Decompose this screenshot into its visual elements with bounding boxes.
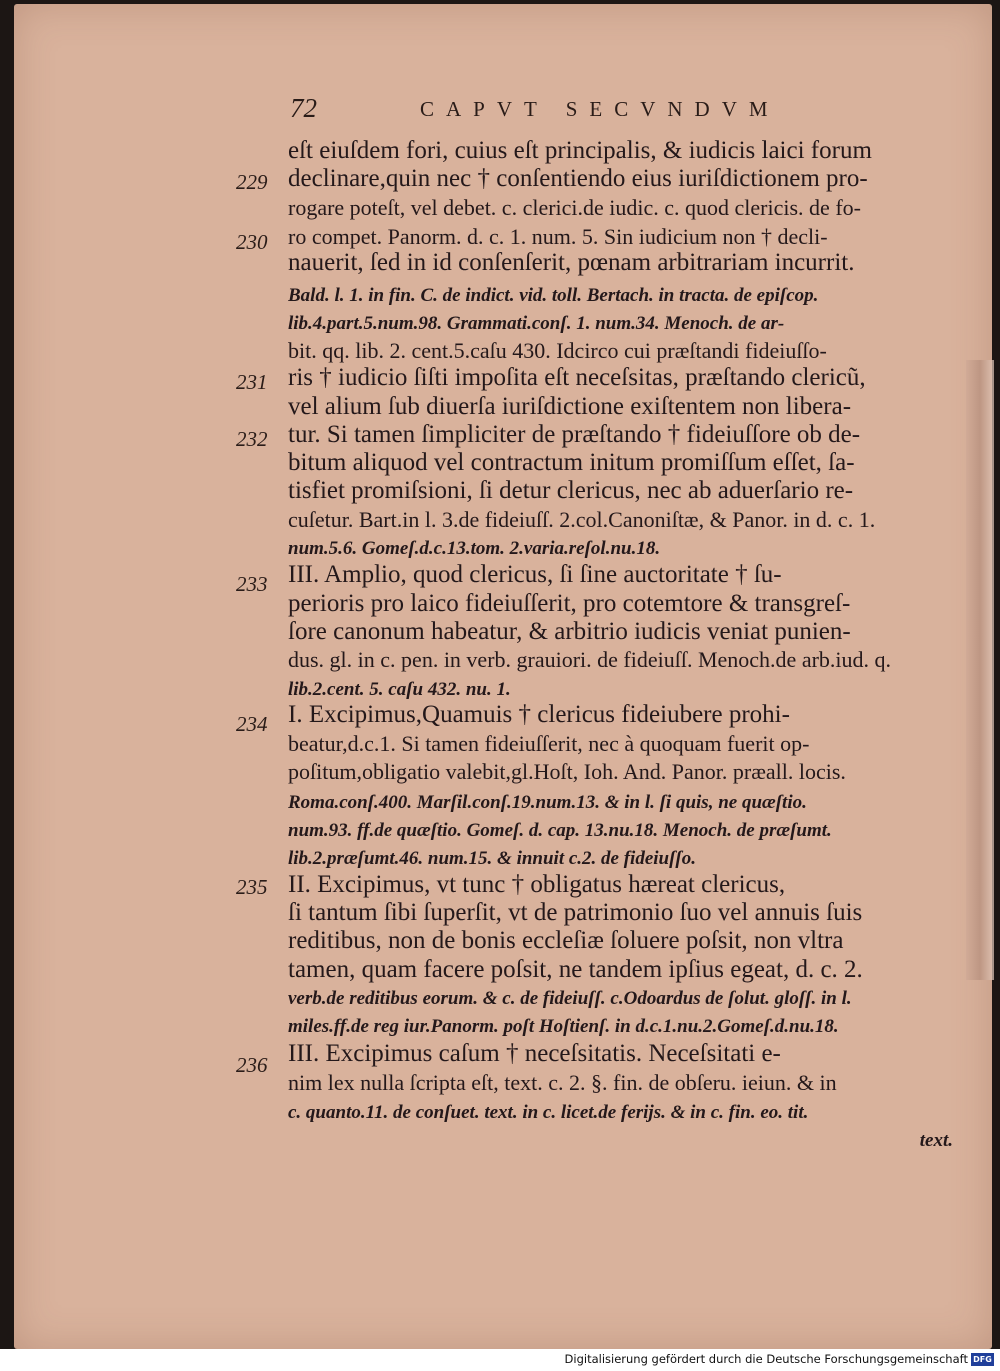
- citation-line: miles.ff.de reg iur.Panorm. poſt Hoſtienſ. in d.c.1.nu.2.Gomeſ.d.nu.18.: [288, 1016, 839, 1037]
- text-line: declinare,quin nec † conſentiendo eius iuriſdictionem pro-: [288, 165, 868, 192]
- margin-number: 235: [236, 875, 268, 899]
- text-line: beatur,d.c.1. Si tamen fideiuſſerit, nec à quoquam fuerit op-: [288, 731, 810, 756]
- text-line: ris † iudicio ſiſti impoſita eſt neceſsitas, præſtando clericũ,: [288, 364, 866, 391]
- text-line: tur. Si tamen ſimpliciter de præſtando † fideiuſſore ob de-: [288, 421, 861, 448]
- citation-line: lib.2.præſumt.46. num.15. & innuit c.2. de fideiuſſo.: [288, 848, 697, 869]
- citation-line: num.5.6. Gomeſ.d.c.13.tom. 2.varia.reſol.nu.18.: [288, 538, 661, 559]
- citation-line: lib.4.part.5.num.98. Grammati.conſ. 1. num.34. Menoch. de ar-: [288, 313, 785, 334]
- text-line: II. Excipimus, vt tunc † obligatus hæreat clericus,: [288, 871, 786, 898]
- page-number: 72: [290, 93, 317, 123]
- citation-line: Roma.conſ.400. Marſil.conſ.19.num.13. & in l. ſi quis, ne quæſtio.: [288, 792, 807, 813]
- margin-number: 234: [236, 712, 268, 736]
- text-line: poſitum,obligatio valebit,gl.Hoſt, Ioh. And. Panor. præall. locis.: [288, 759, 846, 784]
- margin-number: 229: [236, 170, 268, 194]
- margin-number: 236: [236, 1053, 268, 1077]
- margin-number: 233: [236, 572, 268, 596]
- page-header: [290, 93, 990, 129]
- text-line: cuſetur. Bart.in l. 3.de fideiuſſ. 2.col.Canoniſtæ, & Panor. in d. c. 1.: [288, 507, 876, 532]
- funding-notice: Digitalisierung gefördert durch die Deutsche Forschungsgemeinschaft: [564, 1352, 968, 1366]
- text-line: bitum aliquod vel contractum initum promiſſum eſſet, ſa-: [288, 449, 855, 476]
- citation-line: num.93. ff.de quæſtio. Gomeſ. d. cap. 13.nu.18. Menoch. de præſumt.: [288, 820, 832, 841]
- text-line: nauerit, ſed in id conſenſerit, pœnam arbitrariam incurrit.: [288, 249, 855, 276]
- text-line: bit. qq. lib. 2. cent.5.caſu 430. Idcirco cui præſtandi fideiuſſo-: [288, 338, 827, 363]
- footer-bar: [0, 1349, 1000, 1371]
- text-line: reditibus, non de bonis eccleſiæ ſoluere poſsit, non vltra: [288, 927, 844, 954]
- margin-number: 232: [236, 427, 268, 451]
- text-line: dus. gl. in c. pen. in verb. grauiori. de fideiuſſ. Menoch.de arb.iud. q.: [288, 647, 892, 672]
- text-line: III. Amplio, quod clericus, ſi ſine auctoritate † ſu-: [288, 561, 782, 588]
- citation-line: verb.de reditibus eorum. & c. de fideiuſſ. c.Odoardus de ſolut. gloſſ. in l.: [288, 988, 852, 1009]
- text-line: perioris pro laico fideiuſſerit, pro cotemtore & transgreſ-: [288, 590, 851, 617]
- margin-number: 231: [236, 370, 268, 394]
- text-line: ro compet. Panorm. d. c. 1. num. 5. Sin iudicium non † decli-: [288, 224, 828, 249]
- text-line: ſore canonum habeatur, & arbitrio iudicis veniat punien-: [288, 618, 851, 645]
- text-line: nim lex nulla ſcripta eſt, text. c. 2. §. fin. de obſeru. ieiun. & in: [288, 1070, 837, 1095]
- text-line: I. Excipimus,Quamuis † clericus fideiubere prohi-: [288, 701, 790, 728]
- text-line: vel alium ſub diuerſa iuriſdictione exiſtentem non libera-: [288, 393, 852, 420]
- text-line: ſi tantum ſibi ſuperſit, vt de patrimonio ſuo vel annuis ſuis: [288, 899, 863, 926]
- citation-line: c. quanto.11. de conſuet. text. in c. licet.de ferijs. & in c. fin. eo. tit.: [288, 1102, 809, 1123]
- running-title: CAPVT SECVNDVM: [420, 97, 780, 121]
- citation-line: lib.2.cent. 5. caſu 432. nu. 1.: [288, 679, 511, 700]
- margin-number: 230: [236, 230, 268, 254]
- page-edge: [966, 360, 994, 980]
- text-line: III. Excipimus caſum † neceſsitatis. Neceſsitati e-: [288, 1040, 781, 1067]
- citation-line: Bald. l. 1. in fin. C. de indict. vid. toll. Bertach. in tracta. de epiſcop.: [288, 285, 819, 306]
- text-line: tamen, quam facere poſsit, ne tandem ipſius egeat, d. c. 2.: [288, 956, 863, 983]
- text-line: rogare poteſt, vel debet. c. clerici.de iudic. c. quod clericis. de fo-: [288, 195, 861, 220]
- text-line: eſt eiuſdem fori, cuius eſt principalis, & iudicis laici forum: [288, 137, 872, 164]
- dfg-logo: DFG: [971, 1353, 994, 1366]
- catchword: text.: [919, 1130, 953, 1151]
- text-line: tisfiet promiſsioni, ſi detur clericus, nec ab aduerſario re-: [288, 477, 854, 504]
